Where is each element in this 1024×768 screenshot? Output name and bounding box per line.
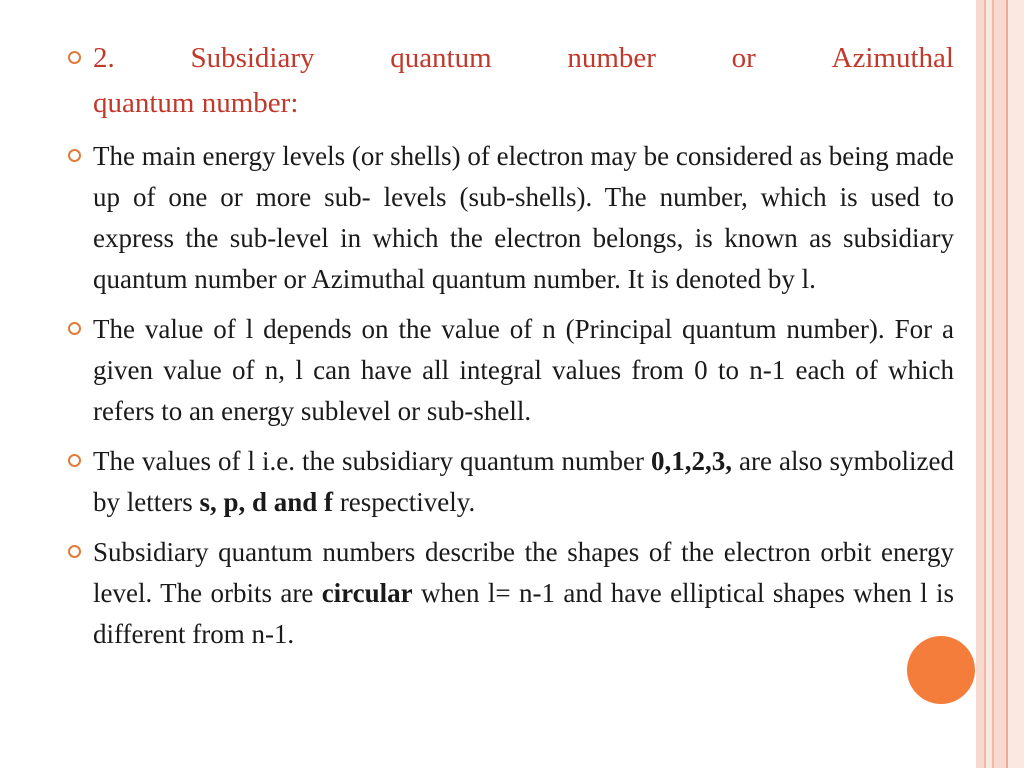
bullet-item (66, 309, 954, 432)
bullet-bold-text: 0,1,2,3, (651, 446, 733, 476)
bullet-text: The main energy levels (or shells) of electron may be considered as being made up of one or more sub- levels (sub-shells). The number, which is used to express the sub-level in which the electron belongs, is known as subsidiary quantum number or Azimuthal quantum number. It is denoted by l. (93, 141, 954, 294)
bullet-text: The value of l depends on the value of n (Principal quantum number). For a given value of n, l can have all integral values from 0 to n-1 each of which refers to an energy sublevel or sub-shell. (93, 314, 954, 426)
bullet-icon (68, 454, 81, 467)
bullet-bold-text: s, p, d and f (199, 487, 334, 517)
bullet-icon (68, 322, 81, 335)
bullet-text (93, 537, 954, 649)
heading-word: Subsidiary (190, 42, 315, 74)
bullet-text-part: Subsidiary quantum numbers describe the shapes of the electron orbit energy level. The orbits are (93, 537, 954, 608)
slide-content (66, 36, 954, 655)
heading-line-1 (93, 36, 954, 81)
bullet-item (66, 441, 954, 523)
heading-word: or (731, 42, 756, 74)
heading-word: Azimuthal (831, 42, 954, 74)
bullet-icon (68, 545, 81, 558)
decorative-stripe (1008, 0, 1024, 768)
bullet-text-part: respectively. (333, 487, 476, 517)
bullet-icon (68, 51, 81, 64)
bullet-text-part: when l= n-1 and have elliptical shapes when l is different from n-1. (93, 578, 955, 649)
decorative-stripe (994, 0, 1006, 768)
bullet-text-part: The values of l i.e. the subsidiary quantum number (93, 446, 652, 476)
bullet-text (93, 446, 954, 517)
bullet-bold-text: circular (321, 578, 413, 608)
decorative-circle (907, 636, 975, 704)
bullet-icon (68, 149, 81, 162)
bullet-item (66, 532, 954, 655)
heading-word: quantum (390, 42, 492, 74)
bullet-text-part: are also symbolized by letters (93, 446, 954, 517)
heading-word: number (567, 42, 656, 74)
decorative-stripe (976, 0, 984, 768)
slide-heading (66, 36, 954, 126)
bullet-item (66, 136, 954, 300)
heading-word: 2. (93, 42, 115, 74)
heading-line-2: quantum number: (93, 87, 299, 119)
